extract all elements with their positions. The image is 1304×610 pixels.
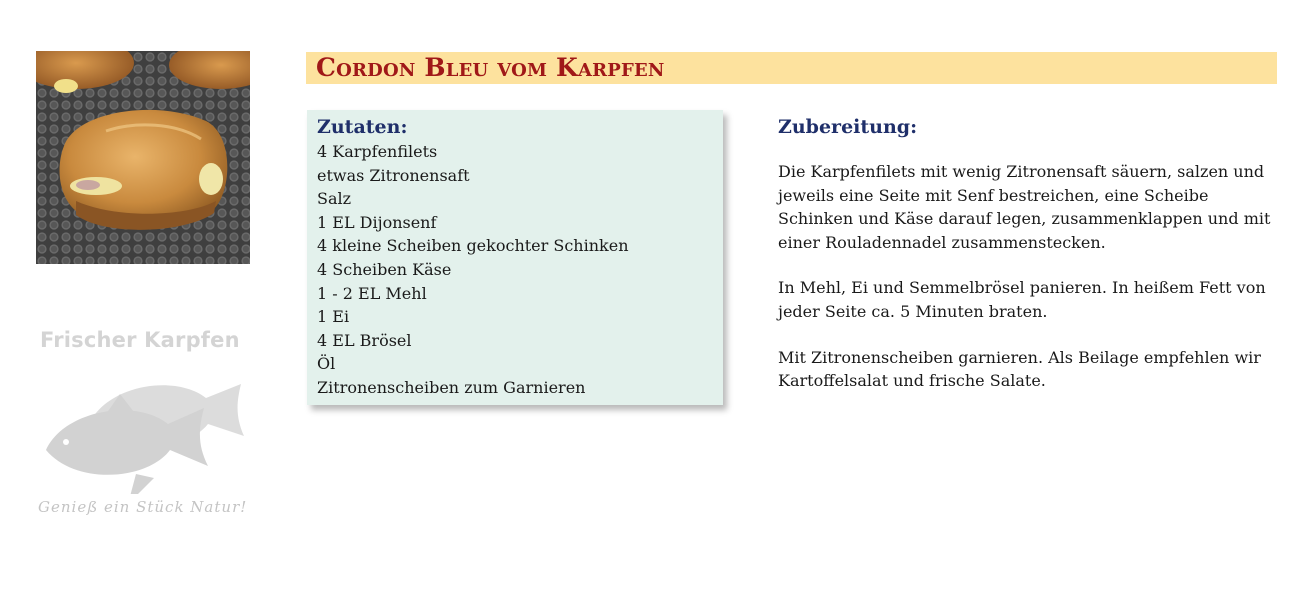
brand-title: Frischer Karpfen [40,328,240,352]
preparation-step: Die Karpfenfilets mit wenig Zitronensaft säuern, salzen und jeweils eine Seite mit Senf bestreichen, eine Scheibe Schinken und Käse darauf legen, zusammenklappen und mit einer Rouladennadel zusammenstecken. [778,162,1271,252]
ingredient-item: Zitronenscheiben zum Garnieren [317,377,586,397]
ingredient-item: 1 - 2 EL Mehl [317,283,427,303]
brand-logo [36,322,250,522]
ingredient-item: Öl [317,354,336,374]
preparation-step: Mit Zitronenscheiben garnieren. Als Beilage empfehlen wir Kartoffelsalat und frische Salate. [778,347,1261,391]
ingredients-box [307,110,723,405]
ingredient-item: 1 Ei [317,307,350,327]
ingredient-item: 4 Scheiben Käse [317,259,452,279]
preparation-step: In Mehl, Ei und Semmelbrösel panieren. In heißem Fett von jeder Seite ca. 5 Minuten braten. [778,278,1266,321]
ingredient-item: 4 EL Brösel [317,330,412,350]
ingredient-item: etwas Zitronensaft [317,165,470,185]
cordon-bleu-photo [36,51,250,264]
ingredient-item: 4 kleine Scheiben gekochter Schinken [317,236,629,256]
ingredients-list [317,140,629,400]
preparation-heading: Zubereitung: [778,116,918,138]
ingredient-item: Salz [317,189,352,209]
preparation-section [778,116,1288,393]
recipe-photo [36,51,250,264]
brand-slogan: Genieß ein Stück Natur! [38,498,248,516]
carp-fish-icon [36,354,250,494]
recipe-title: Cordon Bleu vom Karpfen [316,53,665,82]
ingredients-heading: Zutaten: [317,116,408,138]
recipe-title-bar [306,52,1277,84]
ingredient-item: 4 Karpfenfilets [317,142,438,161]
ingredient-item: 1 EL Dijonsenf [317,212,437,232]
